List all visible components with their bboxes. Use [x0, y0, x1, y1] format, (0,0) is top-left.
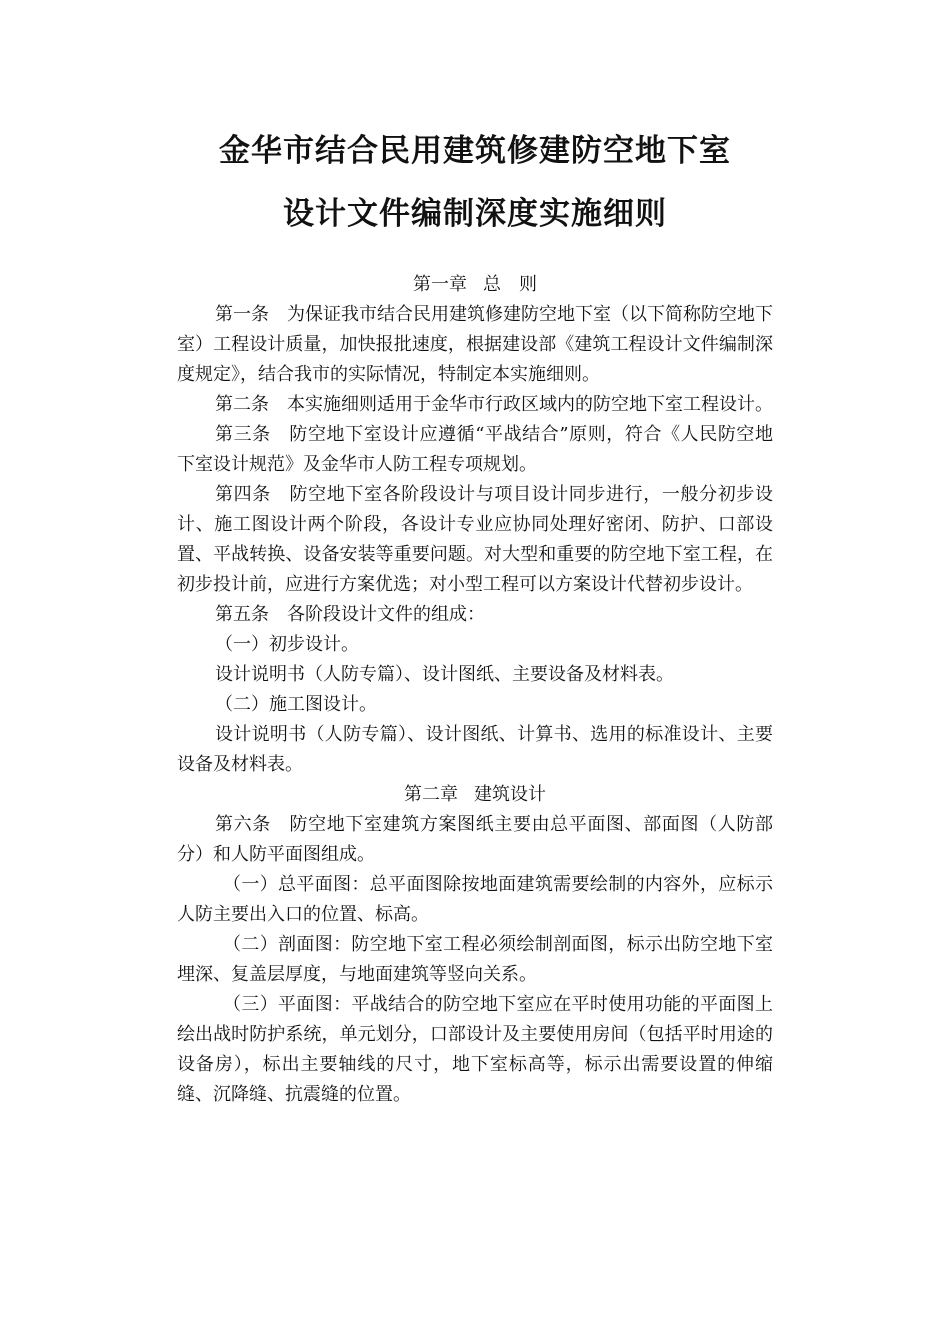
- article-paragraph: [177, 810, 773, 870]
- list-item: （三）平面图：平战结合的防空地下室应在平时使用功能的平面图上绘出战时防护系统，单元划分，口部设计及主要使用房间（包括平时用途的设备房），标出主要轴线的尺寸，地下室标高等，标示出需要设置的伸缩缝、沉降缝、抗震缝的位置。: [177, 994, 773, 1105]
- article-paragraph: [177, 390, 773, 420]
- chapter-label: 第二章: [404, 784, 458, 805]
- article-label: 第三条: [215, 424, 271, 445]
- article-text: 本实施细则适用于金华市行政区域内的防空地下室工程设计。: [287, 394, 773, 415]
- article-paragraph: [177, 480, 773, 600]
- list-item-text: 设计说明书（人防专篇）、设计图纸、主要设备及材料表。: [215, 664, 674, 685]
- chapter-heading-2: [177, 780, 773, 810]
- article-label: 第四条: [215, 484, 271, 505]
- article-label: 第一条: [215, 304, 269, 325]
- article-text: 防空地下室设计应遵循“平战结合”原则，符合《人民防空地下室设计规范》及金华市人防工程专项规划。: [177, 424, 774, 475]
- chapter-name: 总 则: [483, 274, 537, 295]
- list-item-text: 设计说明书（人防专篇）、设计图纸、计算书、选用的标准设计、主要设备及材料表。: [177, 724, 773, 775]
- article-paragraph: [177, 420, 773, 480]
- chapter-heading-1: [177, 270, 773, 300]
- document-title-line2: 设计文件编制深度实施细则: [283, 196, 667, 232]
- article-paragraph: [177, 600, 773, 630]
- chapter-name: 建筑设计: [474, 784, 546, 805]
- article-text: 各阶段设计文件的组成：: [287, 604, 485, 625]
- list-item-title: （一）初步设计。: [215, 634, 359, 655]
- article-label: 第二条: [215, 394, 269, 415]
- list-item: （二）剖面图：防空地下室工程必须绘制剖面图，标示出防空地下室埋深、复盖层厚度，与地面建筑等竖向关系。: [177, 934, 773, 985]
- document-body: [177, 270, 773, 1110]
- article-label: 第六条: [215, 814, 271, 835]
- document-title-line1: 金华市结合民用建筑修建防空地下室: [219, 133, 731, 169]
- article-label: 第五条: [215, 604, 269, 625]
- article-text: 防空地下室建筑方案图纸主要由总平面图、部面图（人防部分）和人防平面图组成。: [177, 814, 774, 865]
- list-item-title: （二）施工图设计。: [215, 694, 377, 715]
- list-item: （一）总平面图：总平面图除按地面建筑需要绘制的内容外，应标示人防主要出入口的位置、标高。: [177, 874, 773, 925]
- chapter-label: 第一章: [413, 274, 467, 295]
- article-text: 防空地下室各阶段设计与项目设计同步进行，一般分初步设计、施工图设计两个阶段，各设计专业应协同处理好密闭、防护、口部设置、平战转换、设备安装等重要问题。对大型和重要的防空地下室工程，在初步投计前，应进行方案优选；对小型工程可以方案设计代替初步设计。: [177, 484, 774, 595]
- article-text: 为保证我市结合民用建筑修建防空地下室（以下简称防空地下室）工程设计质量，加快报批速度，根据建设部《建筑工程设计文件编制深度规定》，结合我市的实际情况，特制定本实施细则。: [177, 304, 773, 385]
- article-paragraph: [177, 300, 773, 390]
